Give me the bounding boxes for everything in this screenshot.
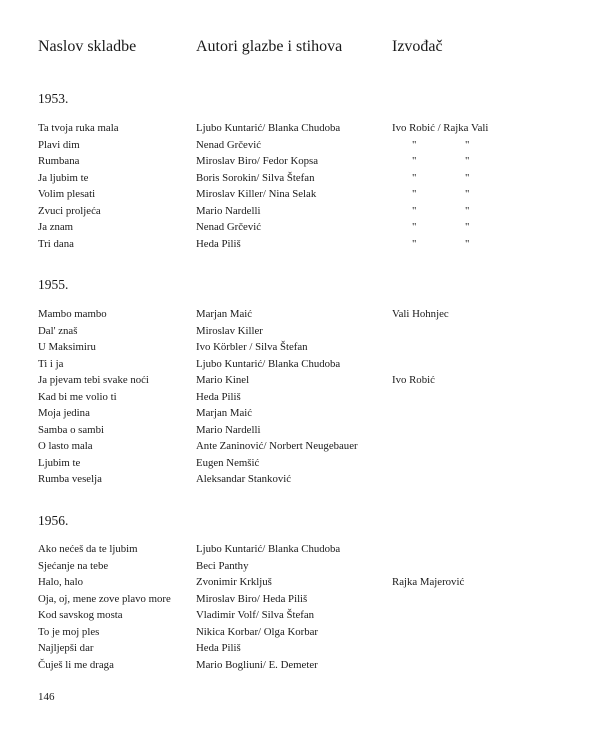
ditto-mark: ": [412, 221, 417, 233]
song-authors: Aleksandar Stanković: [196, 473, 292, 485]
list-item: [0, 624, 592, 641]
song-performer: Ivo Robić: [392, 374, 435, 386]
song-authors: Zvonimir Krkljuš: [196, 576, 272, 588]
song-authors: Ante Zaninović/ Norbert Neugebauer: [196, 440, 358, 452]
song-authors: Ljubo Kuntarić/ Blanka Chudoba: [196, 357, 341, 370]
song-authors: Heda Piliš: [196, 390, 241, 403]
ditto-mark: ": [412, 138, 417, 151]
song-authors: Mario Nardelli: [196, 423, 261, 436]
year-heading-1956: 1956.: [38, 513, 69, 528]
song-title: Mambo mambo: [38, 308, 107, 320]
list-item: [0, 153, 592, 170]
ditto-mark: ": [465, 138, 470, 151]
song-title: Oja, oj, mene zove plavo more: [38, 592, 171, 605]
song-authors: Miroslav Biro/ Fedor Kopsa: [196, 155, 319, 167]
song-title: U Maksimiru: [38, 341, 96, 353]
list-item: [0, 422, 592, 439]
song-performer: Vali Hohnjec: [392, 308, 449, 320]
song-title: Dal' znaš: [38, 324, 78, 337]
list-item: [0, 471, 592, 488]
song-title: To je moj ples: [38, 625, 100, 638]
song-title: Plavi dim: [38, 138, 80, 151]
song-title: Samba o sambi: [38, 423, 104, 436]
list-item: [0, 219, 592, 236]
ditto-mark: ": [412, 188, 417, 200]
song-title: Ti i ja: [38, 357, 64, 370]
ditto-mark: ": [465, 155, 470, 167]
song-authors: Heda Piliš: [196, 642, 241, 654]
song-authors: Mario Kinel: [196, 374, 250, 386]
song-authors: Marjan Maić: [196, 308, 253, 320]
song-authors: Mario Nardelli: [196, 204, 261, 217]
list-item: [0, 455, 592, 472]
song-authors: Miroslav Killer: [196, 324, 263, 337]
song-authors: Ljubo Kuntarić/ Blanka Chudoba: [196, 543, 341, 555]
song-title: Najljepši dar: [38, 642, 94, 654]
song-title: Rumba veselja: [38, 473, 102, 485]
song-authors: Mario Bogliuni/ E. Demeter: [196, 658, 318, 671]
list-item: [0, 203, 592, 220]
list-item: [0, 657, 592, 674]
song-performer: Rajka Majerović: [392, 576, 465, 588]
song-authors: Beci Panthy: [196, 559, 249, 572]
ditto-mark: ": [465, 237, 470, 250]
song-title: Ja pjevam tebi svake noći: [38, 374, 149, 386]
song-title: Moja jedina: [38, 407, 90, 419]
list-item: [0, 372, 592, 389]
song-performer: Ivo Robić / Rajka Vali: [392, 122, 489, 134]
list-item: [0, 186, 592, 203]
section-1953-list: [0, 120, 592, 252]
song-title: Rumbana: [38, 155, 80, 167]
year-heading-1953: 1953.: [38, 91, 69, 106]
song-authors: Eugen Nemšić: [196, 456, 260, 469]
list-item: [0, 356, 592, 373]
ditto-mark: ": [465, 188, 470, 200]
song-authors: Miroslav Biro/ Heda Piliš: [196, 592, 308, 605]
song-title: O lasto mala: [38, 440, 93, 452]
list-item: [0, 574, 592, 591]
song-authors: Ljubo Kuntarić/ Blanka Chudoba: [196, 122, 341, 134]
header-song-title: Naslov skladbe: [38, 38, 137, 55]
ditto-mark: ": [465, 204, 470, 217]
list-item: [0, 339, 592, 356]
page-number: 146: [38, 691, 55, 703]
song-authors: Nenad Grčević: [196, 138, 262, 151]
list-item: [0, 438, 592, 455]
list-item: [0, 306, 592, 323]
song-title: Zvuci proljeća: [38, 204, 101, 217]
song-authors: Ivo Körbler / Silva Štefan: [196, 341, 308, 353]
song-title: Ta tvoja ruka mala: [38, 122, 119, 134]
header-authors: Autori glazbe i stihova: [196, 38, 343, 55]
list-item: [0, 558, 592, 575]
list-item: [0, 640, 592, 657]
song-title: Volim plesati: [38, 188, 96, 200]
list-item: [0, 389, 592, 406]
list-item: [0, 607, 592, 624]
section-1955-list: [0, 306, 592, 488]
ditto-mark: ": [412, 204, 417, 217]
ditto-mark: ": [412, 171, 417, 184]
song-title: Ljubim te: [38, 456, 81, 469]
year-heading-1955: 1955.: [38, 277, 69, 292]
song-authors: Vladimir Volf/ Silva Štefan: [196, 609, 315, 621]
song-authors: Nikica Korbar/ Olga Korbar: [196, 625, 319, 638]
header-performer: Izvođač: [392, 38, 443, 55]
song-authors: Boris Sorokin/ Silva Štefan: [196, 171, 315, 184]
song-title: Sjećanje na tebe: [38, 559, 109, 572]
song-title: Halo, halo: [38, 576, 83, 588]
song-title: Ja ljubim te: [38, 171, 89, 184]
list-item: [0, 405, 592, 422]
list-item: [0, 591, 592, 608]
list-item: [0, 137, 592, 154]
song-title: Tri dana: [38, 237, 74, 250]
song-title: Čuješ li me draga: [38, 658, 114, 671]
list-item: [0, 541, 592, 558]
list-item: [0, 120, 592, 137]
list-item: [0, 170, 592, 187]
song-authors: Heda Piliš: [196, 237, 241, 250]
ditto-mark: ": [412, 237, 417, 250]
song-title: Ja znam: [38, 221, 74, 233]
ditto-mark: ": [465, 221, 470, 233]
song-authors: Marjan Maić: [196, 407, 253, 419]
song-authors: Miroslav Killer/ Nina Selak: [196, 188, 317, 200]
list-item: [0, 236, 592, 253]
song-title: Kad bi me volio ti: [38, 390, 117, 403]
list-item: [0, 323, 592, 340]
song-authors: Nenad Grčević: [196, 221, 262, 233]
song-title: Kod savskog mosta: [38, 609, 123, 621]
section-1956-list: [0, 541, 592, 673]
ditto-mark: ": [412, 155, 417, 167]
song-title: Ako nećeš da te ljubim: [38, 543, 138, 555]
ditto-mark: ": [465, 171, 470, 184]
column-headers: [0, 38, 592, 60]
